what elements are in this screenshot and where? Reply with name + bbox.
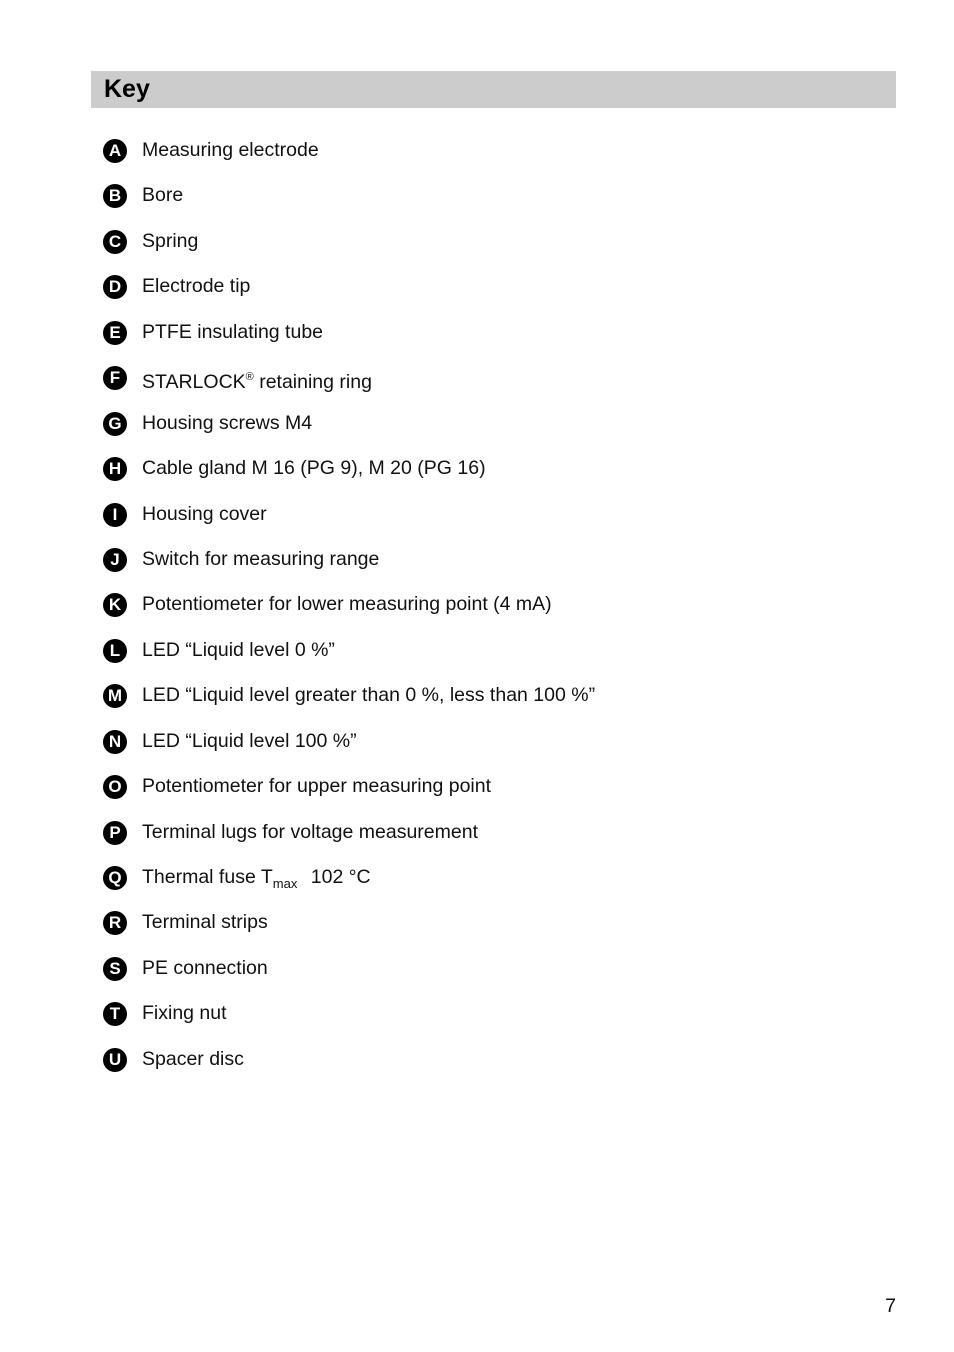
item-label: Cable gland M 16 (PG 9), M 20 (PG 16) — [142, 457, 486, 480]
item-label: Potentiometer for upper measuring point — [142, 775, 492, 798]
item-label: Measuring electrode — [142, 139, 319, 161]
letter-badge: B — [103, 184, 127, 208]
item-label: Bore — [142, 184, 184, 207]
letter-badge: G — [103, 412, 127, 436]
letter-badge: R — [103, 911, 127, 935]
item-label: Spacer disc — [142, 1047, 244, 1070]
letter-badge: C — [103, 230, 127, 254]
item-label: Thermal fuse $T_{max}$ 102 °C — [142, 866, 371, 891]
letter-badge: S — [103, 957, 127, 981]
page-title: Key — [104, 75, 150, 103]
item-label: Fixing nut — [142, 1002, 227, 1025]
letter-badge: H — [103, 457, 127, 481]
subscript-max: max — [272, 876, 298, 891]
letter-badge: N — [103, 730, 127, 754]
letter-badge: F — [103, 366, 127, 390]
item-label: Terminal lugs for voltage measurement — [142, 820, 478, 843]
letter-badge: E — [103, 321, 127, 345]
letter-badge: P — [103, 821, 127, 845]
item-label: PTFE insulating tube — [142, 320, 324, 343]
letter-badge: O — [103, 775, 127, 799]
letter-badge: A — [103, 139, 127, 163]
key-header — [91, 71, 896, 108]
letter-badge: M — [103, 684, 127, 708]
letter-badge: Q — [103, 866, 127, 890]
letter-badge: I — [103, 503, 127, 527]
item-label: Terminal strips — [142, 911, 268, 934]
registered-mark: ® — [245, 371, 254, 384]
item-label: LED “Liquid level 100 %” — [142, 729, 357, 752]
letter-badge: U — [103, 1048, 127, 1072]
letter-badge: T — [103, 1002, 127, 1026]
item-label: Switch for measuring range — [142, 547, 380, 570]
item-label: Spring — [142, 229, 199, 252]
letter-badge: L — [103, 639, 127, 663]
item-label: Electrode tip — [142, 275, 251, 298]
item-label: Potentiometer for lower measuring point (4 mA) — [142, 593, 552, 616]
item-label: Housing cover — [142, 502, 267, 525]
item-label: LED “Liquid level greater than 0 %, less than 100 %” — [142, 684, 596, 707]
page-number: 7 — [885, 1295, 896, 1317]
letter-badge: K — [103, 593, 127, 617]
letter-badge: J — [103, 548, 127, 572]
letter-badge: D — [103, 275, 127, 299]
item-label: Housing screws M4 — [142, 411, 313, 434]
item-label: PE connection — [142, 956, 268, 979]
item-label: LED “Liquid level 0 %” — [142, 638, 335, 661]
item-label: STARLOCK® retaining ring — [142, 371, 372, 394]
